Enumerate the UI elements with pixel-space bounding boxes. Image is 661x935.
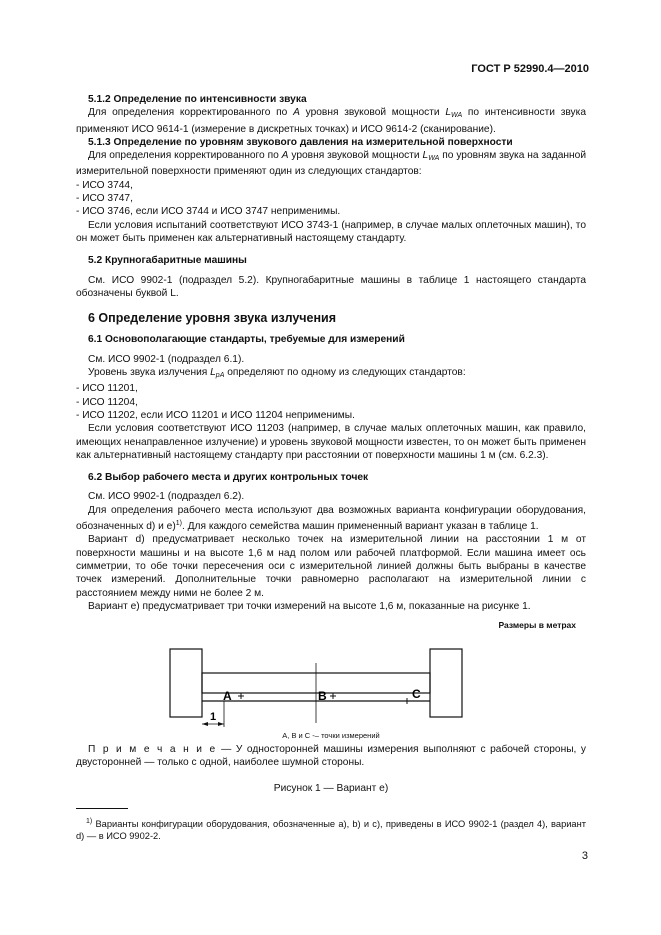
figure-caption: Рисунок 1 — Вариант e) [273, 782, 389, 794]
section-6-1-paragraph-3: Если условия соответствуют ИСО 11203 (например, в случае малых оплеточных машин, как правило, имеющих ненаправленное излучение) и уровень звуковой мощности известен, то он может быть применен как альтернативный настоящему стандарту при расстоянии от поверхности машины 1 м (см. 6.2.3). [76, 423, 586, 461]
dimension-arrow-right [218, 722, 224, 726]
list-item: - ИСО 11202, если ИСО 11201 и ИСО 11204 неприменимы. [76, 409, 355, 421]
section-5-1-3-paragraph-2: Если условия испытаний соответствуют ИСО 3743-1 (например, в случае малых оплеточных машин), то он может быть применен как альтернативный настоящему стандарту. [76, 219, 586, 244]
point-c-label: C [412, 687, 421, 702]
section-5-1-3-title: 5.1.3 Определение по уровням звукового давления на измерительной поверхности [88, 136, 513, 148]
section-6-2-paragraph-4: Вариант e) предусматривает три точки измерений на высоте 1,6 м, показанные на рисунке 1. [88, 600, 531, 612]
section-6-1-paragraph-2: Уровень звука излучения $L_{pA}$ определяют по одному из следующих стандартов: [88, 367, 466, 380]
document-body [76, 93, 586, 795]
list-item: - ИСО 11201, [76, 383, 138, 395]
footnote: $^{1)}$ Варианты конфигурации оборудования, обозначенные a), b) и c), приведены в ИСО 9902-1 (раздел 4), вариант d) — в ИСО 9902-2. [76, 818, 586, 841]
section-6-2-title: 6.2 Выбор рабочего места и других контрольных точек [88, 472, 369, 484]
figure-legend: A, B и C -– точки измерений [282, 731, 380, 741]
machine-diagram [76, 619, 586, 729]
list-item: - ИСО 3744, [76, 179, 133, 191]
figure-1 [76, 619, 586, 739]
figure-note: П р и м е ч а н и е — У односторонней машины измерения выполняют с рабочей стороны, у двусторонней — только с одной, наиболее шумной стороны. [76, 744, 586, 769]
section-5-1-3-paragraph: Для определения корректированного по A уровня звуковой мощности $L_{WA}$ по уровням звука на заданной измерительной поверхности применяют один из следующих стандартов: [76, 150, 587, 178]
dimension-arrow-left [202, 722, 208, 726]
dimension-one-label: 1 [210, 711, 217, 724]
figure-dimensions-label: Размеры в метрах [498, 620, 576, 631]
list-item: - ИСО 3746, если ИСО 3744 и ИСО 3747 неприменимы. [76, 206, 341, 218]
machine-end-left [170, 649, 202, 717]
point-b-label: B [318, 689, 327, 704]
section-6-2-paragraph-1: См. ИСО 9902-1 (подраздел 6.2). [88, 491, 245, 503]
list-item: - ИСО 11204, [76, 396, 138, 408]
document-id-header: ГОСТ Р 52990.4—2010 [471, 63, 589, 75]
section-6-1-title: 6.1 Основополагающие стандарты, требуемые для измерений [88, 334, 405, 346]
footnote-separator [76, 808, 128, 809]
section-5-1-2-paragraph: Для определения корректированного по A уровня звуковой мощности $L_{WA}$ по интенсивности звука применяют ИСО 9614-1 (измерение в дискретных точках) и ИСО 9614-2 (сканирование). [76, 107, 586, 135]
section-5-2-title: 5.2 Крупногабаритные машины [88, 255, 247, 267]
section-6-2-paragraph-3: Вариант d) предусматривает несколько точек на измерительной линии на расстоянии 1 м от поверхности машины и на высоте 1,6 м над полом или рабочей платформой. Если машина имеет ось симметрии, то обе точки пересечения оси с измерительной линией должны быть выбраны в качестве точек измерений. Дополнительные точки равномерно располагают на измерительной линии с расстоянием между ними не более 2 м. [76, 534, 586, 599]
section-6-2-paragraph-2: Для определения рабочего места используют два возможных варианта конфигурации оборудования, обозначенных d) и e)$^{1)}$. Для каждого семейства машин примененный вариант указан в таблице 1. [76, 504, 586, 533]
section-6-1-paragraph-1: См. ИСО 9902-1 (подраздел 6.1). [88, 353, 245, 365]
section-5-1-2-title: 5.1.2 Определение по интенсивности звука [88, 94, 307, 105]
list-item: - ИСО 3747, [76, 193, 133, 205]
section-6-title: 6 Определение уровня звука излучения [88, 311, 337, 326]
footnote-reference: 1) [175, 520, 182, 528]
machine-end-right [430, 649, 462, 717]
section-5-2-paragraph: См. ИСО 9902-1 (подраздел 5.2). Крупногабаритные машины в таблице 1 настоящего стандарта обозначены буквой L. [76, 274, 586, 299]
page-number: 3 [581, 850, 588, 862]
point-a-label: A [223, 689, 232, 704]
